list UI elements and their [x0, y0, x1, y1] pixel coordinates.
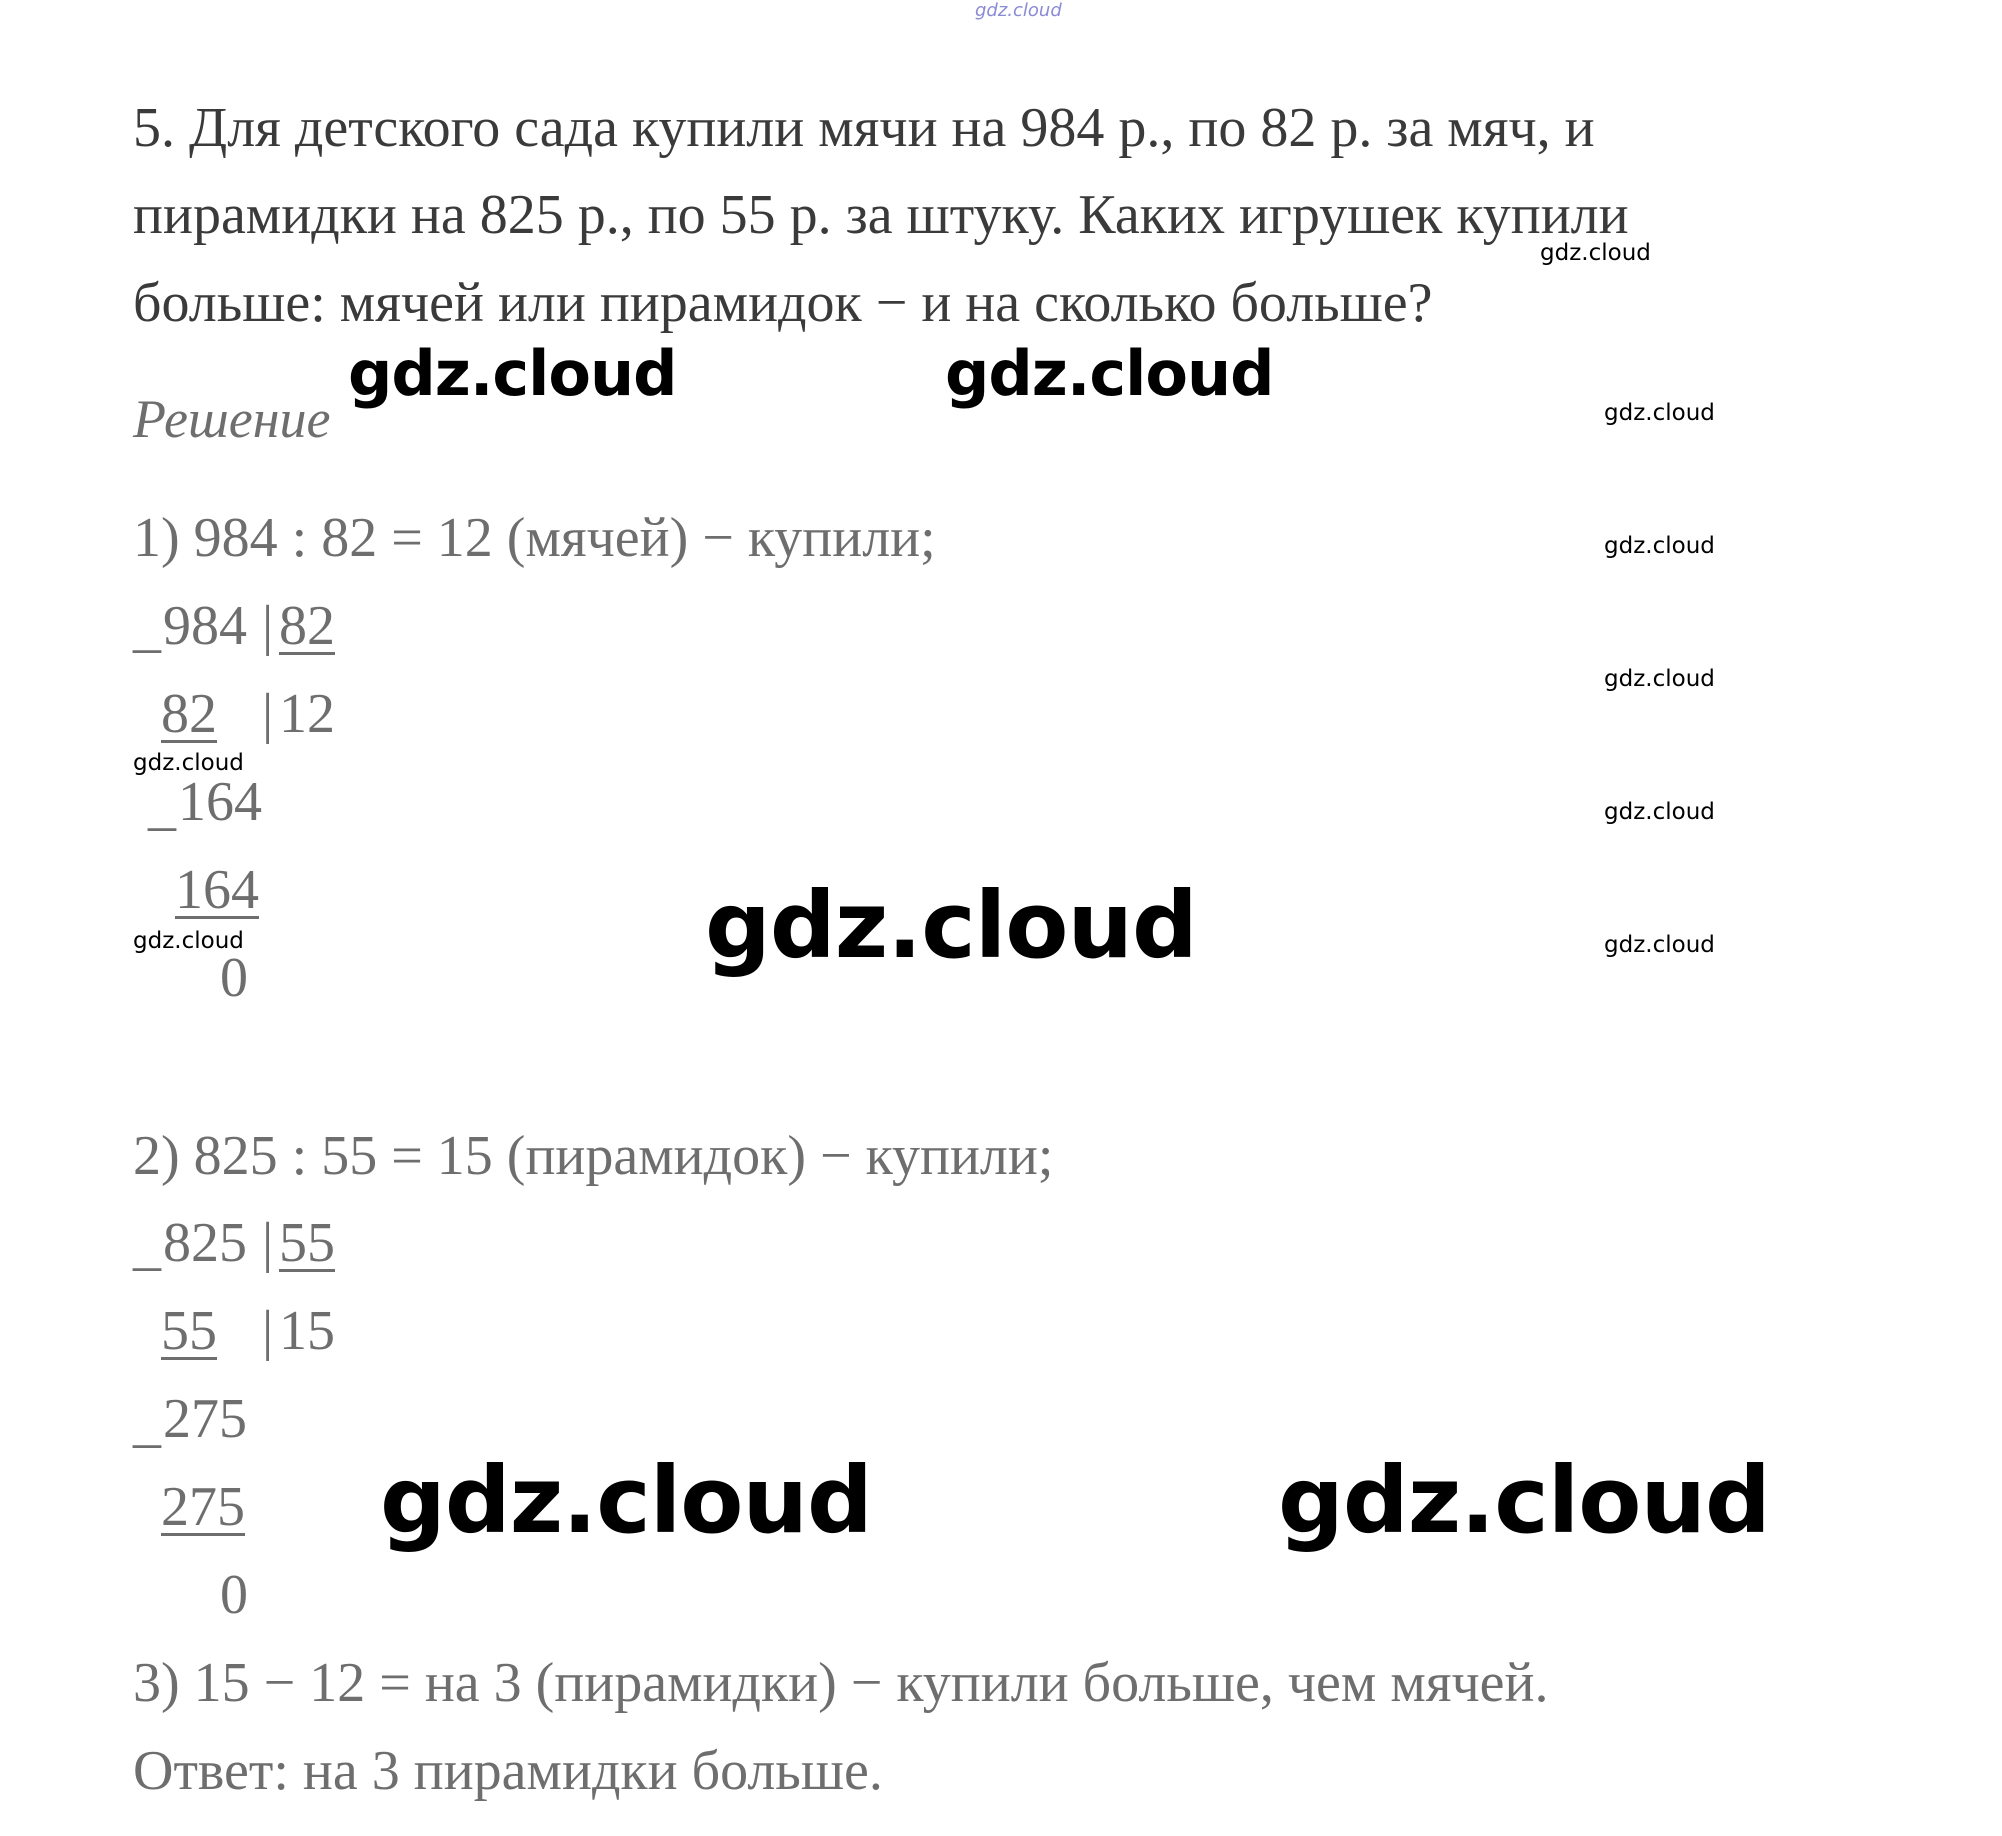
- task-line-3: больше: мячей или пирамидок − и на сколько больше?: [133, 272, 1433, 334]
- div1-minus2: _: [148, 775, 176, 837]
- watermark: gdz.cloud: [133, 750, 244, 776]
- step-2: 2) 825 : 55 = 15 (пирамидок) − купили;: [133, 1125, 1054, 1187]
- watermark: gdz.cloud: [1540, 240, 1651, 266]
- watermark: gdz.cloud: [945, 337, 1274, 410]
- watermark: gdz.cloud: [348, 337, 677, 410]
- div2-bar: |: [262, 1212, 274, 1274]
- watermark: gdz.cloud: [380, 1447, 872, 1554]
- watermark: gdz.cloud: [1278, 1447, 1770, 1554]
- div2-minus2: _: [133, 1392, 161, 1454]
- step-3: 3) 15 − 12 = на 3 (пирамидки) − купили больше, чем мячей.: [133, 1652, 1549, 1714]
- watermark-top: gdz.cloud: [975, 0, 1062, 21]
- task-line-1: 5. Для детского сада купили мячи на 984 р., по 82 р. за мяч, и: [133, 97, 1595, 159]
- div2-minus: _: [133, 1215, 161, 1277]
- div1-minus: _: [133, 597, 161, 659]
- div1-bar2: |: [262, 683, 274, 745]
- div1-bar: |: [262, 595, 274, 657]
- task-line-2: пирамидки на 825 р., по 55 р. за штуку. Каких игрушек купили: [133, 184, 1629, 246]
- div1-quotient: 12: [279, 683, 335, 745]
- watermark: gdz.cloud: [1604, 533, 1715, 559]
- step-1: 1) 984 : 82 = 12 (мячей) − купили;: [133, 507, 936, 569]
- div2-sub1: 55: [161, 1300, 217, 1362]
- div1-rem1: 164: [178, 771, 262, 833]
- watermark: gdz.cloud: [1604, 932, 1715, 958]
- div1-divisor: 82: [279, 595, 335, 657]
- div1-dividend: 984: [163, 595, 247, 657]
- div1-zero: 0: [220, 947, 248, 1009]
- div2-rem1: 275: [163, 1388, 247, 1450]
- div2-sub2: 275: [161, 1476, 245, 1538]
- watermark: gdz.cloud: [133, 928, 244, 954]
- watermark: gdz.cloud: [1604, 799, 1715, 825]
- div2-zero: 0: [220, 1564, 248, 1626]
- div2-bar2: |: [262, 1300, 274, 1362]
- watermark: gdz.cloud: [1604, 666, 1715, 692]
- div2-dividend: 825: [163, 1212, 247, 1274]
- solution-heading: Решение: [133, 389, 331, 449]
- div2-quotient: 15: [279, 1300, 335, 1362]
- answer: Ответ: на 3 пирамидки больше.: [133, 1740, 883, 1802]
- div2-divisor: 55: [279, 1212, 335, 1274]
- watermark: gdz.cloud: [1604, 400, 1715, 426]
- watermark: gdz.cloud: [705, 872, 1197, 979]
- div1-sub2: 164: [175, 859, 259, 921]
- div1-sub1: 82: [161, 683, 217, 745]
